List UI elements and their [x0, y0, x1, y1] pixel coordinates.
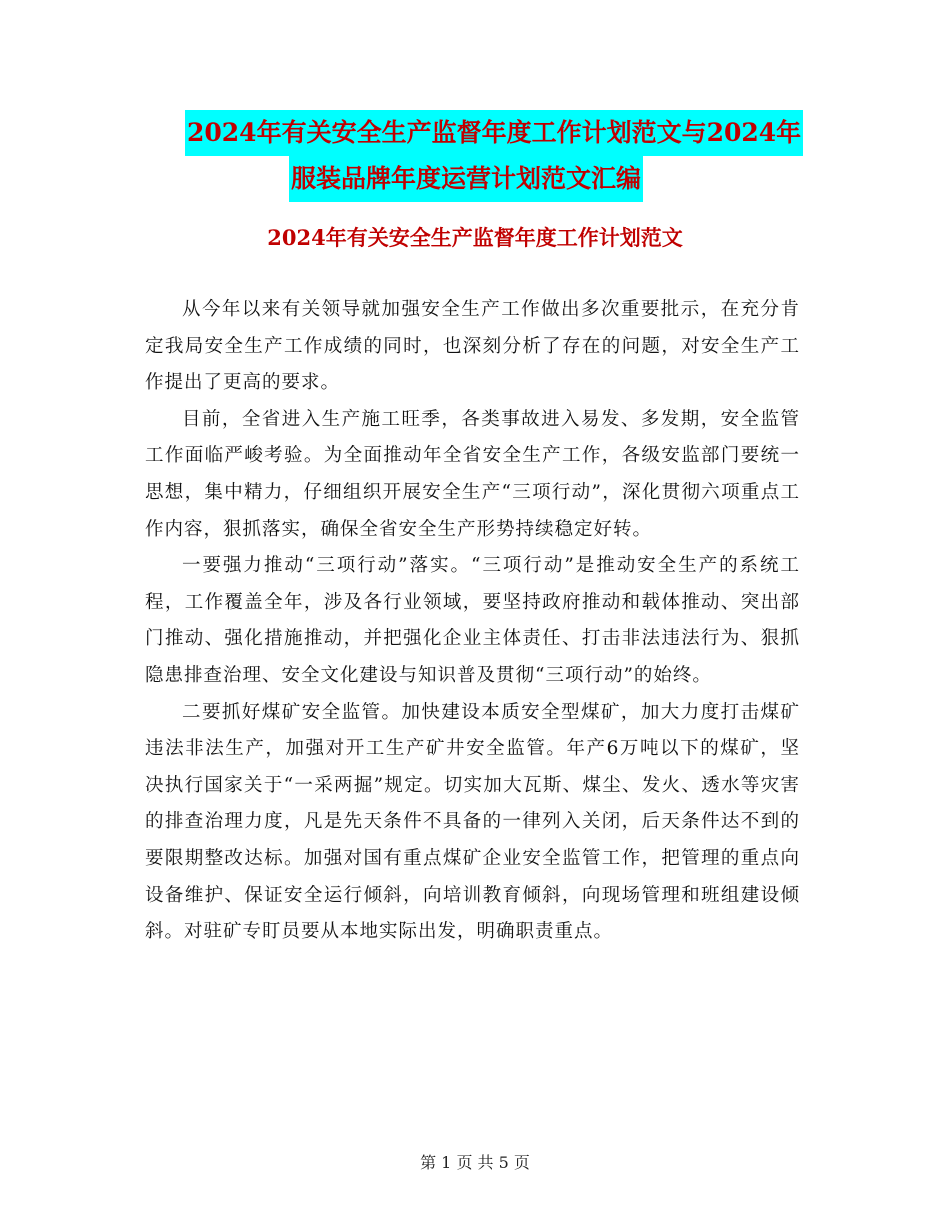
paragraph-1: 从今年以来有关领导就加强安全生产工作做出多次重要批示，在充分肯定我局安全生产工作成绩的同时，也深刻分析了存在的问题，对安全生产工作提出了更高的要求。: [145, 299, 800, 394]
document-body: [145, 292, 800, 951]
paragraph-4: 二要抓好煤矿安全监管。加快建设本质安全型煤矿，加大力度打击煤矿违法非法生产，加强对开工生产矿井安全监管。年产6万吨以下的煤矿，坚决执行国家关于“一采两掘”规定。切实加大瓦斯、煤尘、发火、透水等灾害的排查治理力度，凡是先天条件不具备的一律列入关闭，后天条件达不到的要限期整改达标。加强对国有重点煤矿企业安全监管工作，把管理的重点向设备维护、保证安全运行倾斜，向培训教育倾斜，向现场管理和班组建设倾斜。对驻矿专盯员要从本地实际出发，明确职责重点。: [145, 701, 800, 943]
page-footer: 第 1 页 共 5 页: [420, 1153, 530, 1172]
paragraph-2: 目前，全省进入生产施工旺季，各类事故进入易发、多发期，安全监管工作面临严峻考验。为全面推动年全省安全生产工作，各级安监部门要统一思想，集中精力，仔细组织开展安全生产“三项行动”，深化贯彻六项重点工作内容，狠抓落实，确保全省安全生产形势持续稳定好转。: [145, 408, 800, 540]
document-title-line-1: 2024年有关安全生产监督年度工作计划范文与2024年: [185, 110, 803, 156]
paragraph-3: 一要强力推动“三项行动”落实。“三项行动”是推动安全生产的系统工程，工作覆盖全年，涉及各行业领域，要坚持政府推动和载体推动、突出部门推动、强化措施推动，并把强化企业主体责任、打击非法违法行为、狠抓隐患排查治理、安全文化建设与知识普及贯彻“三项行动”的始终。: [145, 555, 800, 686]
section-title: 2024年有关安全生产监督年度工作计划范文: [267, 225, 683, 250]
document-title-line-2: 服装品牌年度运营计划范文汇编: [289, 156, 643, 202]
